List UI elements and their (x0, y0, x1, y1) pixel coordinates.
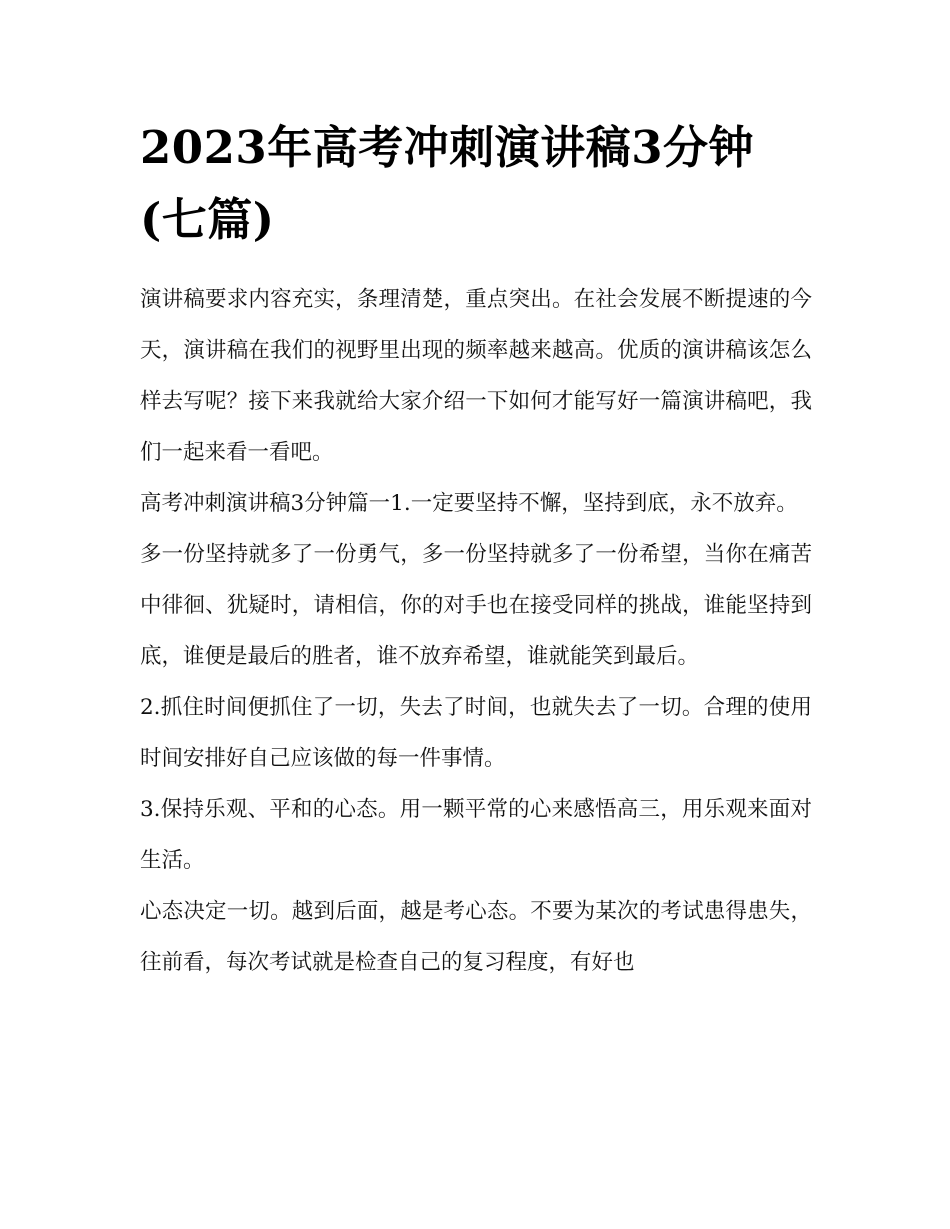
paragraph-point-two: 2.抓住时间便抓住了一切，失去了时间，也就失去了一切。合理的使用时间安排好自己应该做的每一件事情。 (140, 695, 812, 771)
document-title: 2023年高考冲刺演讲稿3分钟(七篇) (140, 121, 755, 246)
paragraph-mindset: 心态决定一切。越到后面，越是考心态。不要为某次的考试患得患失，往前看，每次考试就是检查自己的复习程度，有好也 (140, 899, 812, 975)
paragraph-persistence: 多一份坚持就多了一份勇气，多一份坚持就多了一份希望，当你在痛苦中徘徊、犹疑时，请相信，你的对手也在接受同样的挑战，谁能坚持到底，谁便是最后的胜者，谁不放弃希望，谁就能笑到最后。 (140, 542, 812, 669)
paragraph-section-one-point-one: 高考冲刺演讲稿3分钟篇一1.一定要坚持不懈，坚持到底，永不放弃。 (140, 491, 798, 516)
document-body (140, 112, 812, 988)
paragraph-intro: 演讲稿要求内容充实，条理清楚，重点突出。在社会发展不断提速的今天，演讲稿在我们的视野里出现的频率越来越高。优质的演讲稿该怎么样去写呢？接下来我就给大家介绍一下如何才能写好一篇演讲稿吧，我们一起来看一看吧。 (140, 287, 812, 465)
paragraph-point-three: 3.保持乐观、平和的心态。用一颗平常的心来感悟高三，用乐观来面对生活。 (140, 797, 812, 873)
